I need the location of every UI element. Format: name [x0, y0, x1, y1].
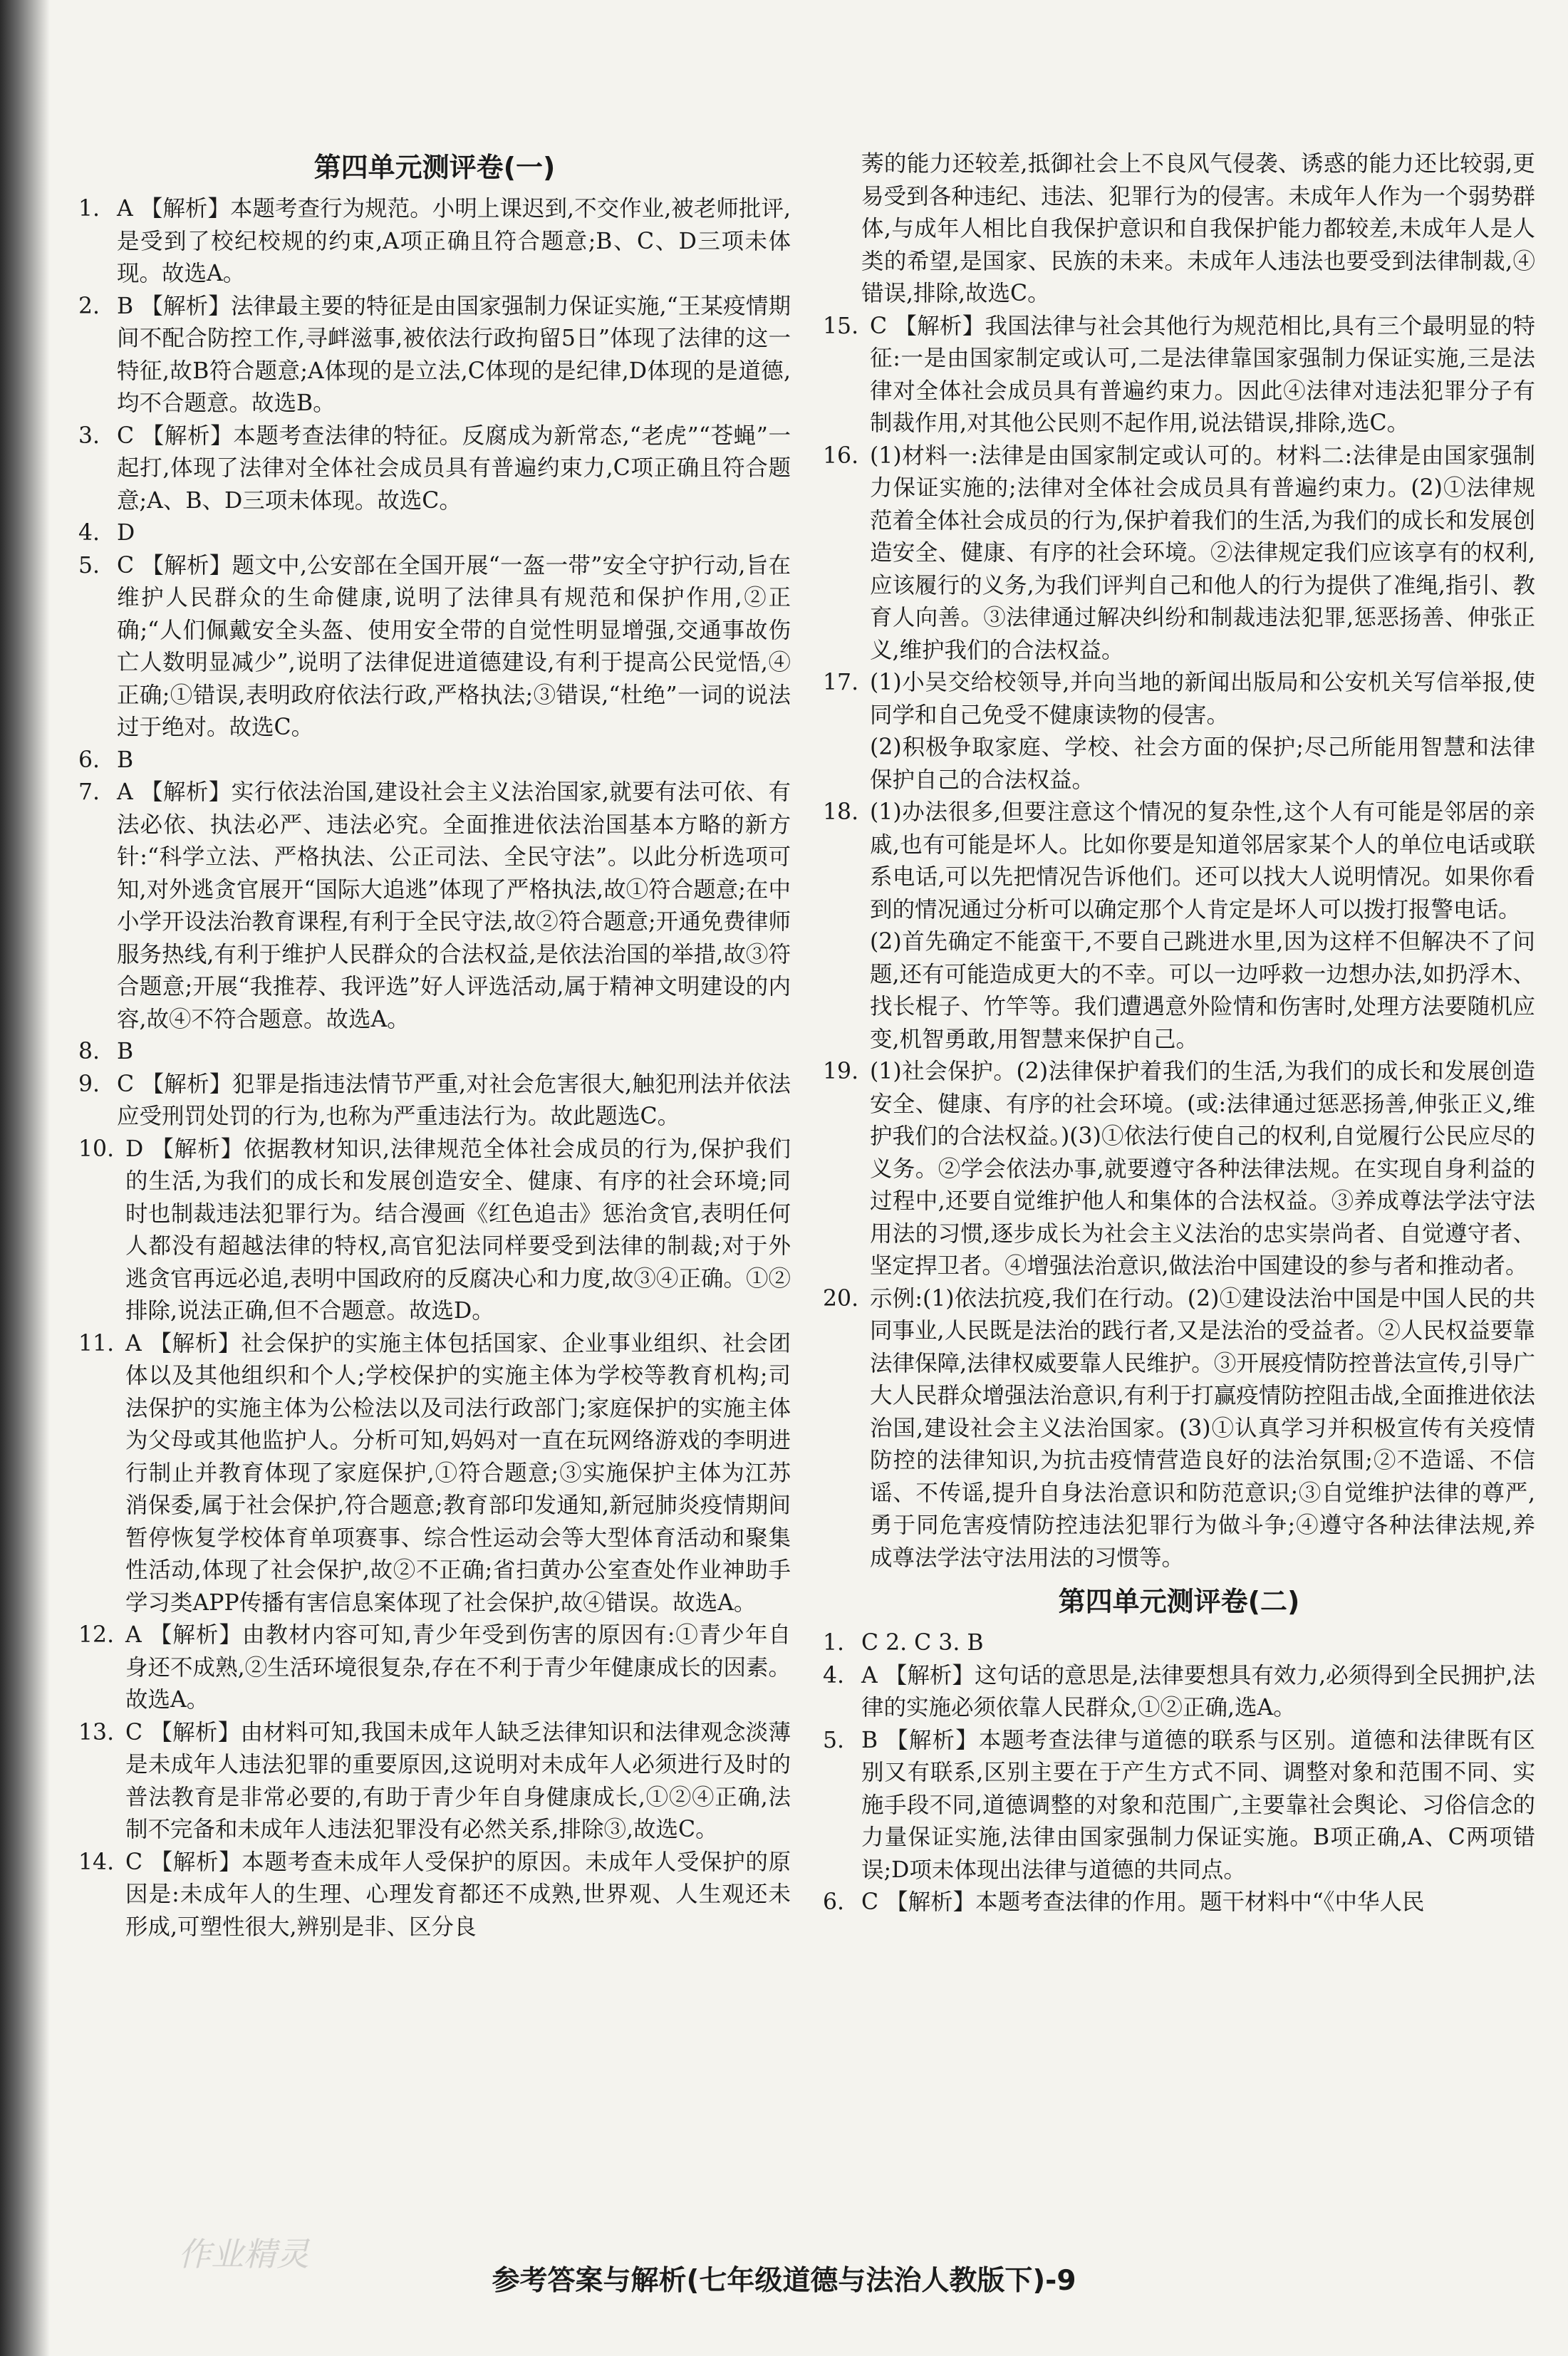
- answer-text: B 【解析】法律最主要的特征是由国家强制力保证实施,“王某疫情期间不配合防控工作,寻衅滋事,被依法行政拘留5日”体现了法律的这一特征,故B符合题意;A体现的是立法,C体现的是纪律,D体现的是道德,均不合题意。故选B。: [117, 293, 791, 416]
- answer-number: 19.: [823, 1059, 859, 1084]
- answer-item: [78, 1847, 791, 1944]
- answer-text: C 2. C 3. B: [861, 1630, 984, 1656]
- answer-text: C 【解析】由材料可知,我国未成年人缺乏法律知识和法律观念淡薄是未成年人违法犯罪的重要原因,这说明对未成年人必须进行及时的普法教育是非常必要的,有助于青少年自身健康成长,①②④正确,法制不完备和未成年人违法犯罪没有必然关系,排除③,故选C。: [125, 1719, 791, 1842]
- answer-number: 6.: [823, 1889, 845, 1915]
- answer-number: 4.: [823, 1662, 845, 1688]
- answer-item: [78, 550, 791, 744]
- answer-text: C 【解析】本题考查未成年人受保护的原因。未成年人受保护的原因是:未成年人的生理、心理发育都还不成熟,世界观、人生观还未形成,可塑性很大,辨别是非、区分良: [125, 1849, 791, 1940]
- answer-item: [78, 1619, 791, 1717]
- answer-number: 18.: [823, 799, 859, 825]
- answer-item: [78, 193, 791, 291]
- answer-text: 示例:(1)依法抗疫,我们在行动。(2)①建设法治中国是中国人民的共同事业,人民既是法治的践行者,又是法治的受益者。②人民权益要靠法律保障,法律权威要靠人民维护。③开展疫情防控普法宣传,引导广大人民群众增强法治意识,有利于打赢疫情防控阻击战,全面推进依法治国,建设社会主义法治国家。(3)①认真学习并积极宣传有关疫情防控的法律知识,为抗击疫情营造良好的法治氛围;②不造谣、不信谣、不传谣,提升自身法治意识和防范意识;③自觉维护法律的尊严,勇于同危害疫情防控违法犯罪行为做斗争;④遵守各种法律法规,养成尊法学法守法用法的习惯等。: [870, 1285, 1535, 1571]
- answer-number: 20.: [823, 1285, 859, 1312]
- answer-text: C 【解析】犯罪是指违法情节严重,对社会危害很大,触犯刑法并依法应受刑罚处罚的行为,也称为严重违法行为。故此题选C。: [117, 1071, 791, 1129]
- answer-item: [823, 1056, 1535, 1283]
- answer-text: B: [117, 747, 134, 773]
- right-answer-list: [823, 311, 1535, 1575]
- answer-number: 15.: [823, 313, 859, 339]
- answer-text: A 【解析】社会保护的实施主体包括国家、企业事业组织、社会团体以及其他组织和个人;学校保护的实施主体为学校等教育机构;司法保护的实施主体为公检法以及司法行政部门;家庭保护的实施主体为父母或其他监护人。分析可知,妈妈对一直在玩网络游戏的李明进行制止并教育体现了家庭保护,①符合题意;③实施保护主体为江苏消保委,属于社会保护,符合题意;教育部印发通知,新冠肺炎疫情期间暂停恢复学校体育单项赛事、综合性运动会等大型体育活动和聚集性活动,体现了社会保护,故②不正确;省扫黄办公室查处作业神助手学习类APP传播有害信息案体现了社会保护,故④错误。故选A。: [125, 1330, 791, 1616]
- answer-item: [78, 777, 791, 1036]
- answer-item: [823, 667, 1535, 796]
- answer-text: B: [117, 1039, 134, 1064]
- answer-text: D 【解析】依据教材知识,法律规范全体社会成员的行为,保护我们的生活,为我们的成长和发展创造安全、健康、有序的社会环境;同时也制裁违法犯罪行为。结合漫画《红色追击》惩治贪官,表明任何人都没有超越法律的特权,高官犯法同样要受到法律的制裁;对于外逃贪官再远必追,表明中国政府的反腐决心和力度,故③④正确。①②排除,说法正确,但不合题意。故选D。: [125, 1136, 791, 1324]
- answer-item: [78, 1133, 791, 1328]
- section-title-unit4-test1: 第四单元测评卷(一): [313, 152, 556, 183]
- left-answer-list: [78, 193, 791, 1944]
- answer-number: 7.: [78, 779, 100, 805]
- page-edge-shadow: [0, 0, 50, 2356]
- left-column: [78, 146, 791, 1944]
- answer-text: A 【解析】实行依法治国,建设社会主义法治国家,就要有法可依、有法必依、执法必严、违法必究。全面推进依法治国基本方略的新方针:“科学立法、严格执法、公正司法、全民守法”。以此分析选项可知,对外逃贪官展开“国际大追逃”体现了严格执法,故①符合题意;在中小学开设法治教育课程,有利于全民守法,故②符合题意;开通免费律师服务热线,有利于维护人民群众的合法权益,是依法治国的举措,故③符合题意;开展“我推荐、我评选”好人评选活动,属于精神文明建设的内容,故④不符合题意。故选A。: [117, 779, 791, 1032]
- answer-item: [78, 1069, 791, 1133]
- answer-number: 8.: [78, 1039, 100, 1064]
- answer-number: 3.: [78, 422, 100, 449]
- answer-text: D: [117, 520, 135, 546]
- answer-text-extra: (2)积极争取家庭、学校、社会方面的保护;尽己所能用智慧和法律保护自己的合法权益。: [870, 735, 1535, 793]
- right-column: [823, 148, 1535, 1919]
- answer-item: [78, 744, 791, 777]
- answer-item: [78, 1328, 791, 1620]
- answer-text: (1)材料一:法律是由国家制定或认可的。材料二:法律是由国家强制力保证实施的;法律对全体社会成员具有普遍约束力。(2)①法律规范着全体社会成员的行为,保护着我们的生活,为我们的成长和发展创造安全、健康、有序的社会环境。②法律规定我们应该享有的权利,应该履行的义务,为我们评判自己和他人的行为提供了准绳,指引、教育人向善。③法律通过解决纠纷和制裁违法犯罪,惩恶扬善、伸张正义,维护我们的合法权益。: [870, 442, 1535, 663]
- right-answer-list-2: [823, 1627, 1535, 1919]
- answer-text: A 【解析】这句话的意思是,法律要想具有效力,必须得到全民拥护,法律的实施必须依靠人民群众,①②正确,选A。: [861, 1662, 1535, 1721]
- answer-item: [78, 517, 791, 550]
- answer-item: [78, 1036, 791, 1069]
- answer-text: C 【解析】我国法律与社会其他行为规范相比,具有三个最明显的特征:一是由国家制定或认可,二是法律靠国家强制力保证实施,三是法律对全体社会成员具有普遍约束力。因此④法律对违法犯罪分子有制裁作用,对其他公民则不起作用,说法错误,排除,选C。: [870, 313, 1535, 436]
- answer-number: 16.: [823, 442, 859, 469]
- watermark: 作业精灵: [178, 2235, 309, 2273]
- answer-item: [823, 1887, 1535, 1919]
- answer-number: 14.: [78, 1849, 115, 1875]
- answer-text: C 【解析】本题考查法律的特征。反腐成为新常态,“老虎”“苍蝇”一起打,体现了法律对全体社会成员具有普遍约束力,C项正确且符合题意;A、B、D三项未体现。故选C。: [117, 422, 791, 514]
- answer-number: 4.: [78, 520, 100, 546]
- answer-text: B 【解析】本题考查法律与道德的联系与区别。道德和法律既有区别又有联系,区别主要在于产生方式不同、调整对象和范围不同、实施手段不同,道德调整的对象和范围广,主要靠社会舆论、习俗信念的力量保证实施,法律由国家强制力保证实施。B项正确,A、C两项错误;D项未体现出法律与道德的共同点。: [861, 1727, 1535, 1883]
- answer-number: 12.: [78, 1622, 115, 1648]
- section-title-unit4-test2: 第四单元测评卷(二): [1058, 1586, 1300, 1617]
- answer-item: [78, 420, 791, 518]
- answer-text: (1)办法很多,但要注意这个情况的复杂性,这个人有可能是邻居的亲戚,也有可能是坏人。比如你要是知道邻居家某个人的单位电话或联系电话,可以先把情况告诉他们。还可以找大人说明情况。如果你看到的情况通过分析可以确定那个人肯定是坏人可以拨打报警电话。: [870, 799, 1535, 923]
- answer-number: 9.: [78, 1071, 100, 1097]
- answer-item: [823, 1725, 1535, 1887]
- page-footer: 参考答案与解析(七年级道德与法治人教版下)-9: [492, 2265, 1076, 2297]
- answer-number: 5.: [78, 552, 100, 578]
- answer-item: [823, 1660, 1535, 1725]
- answer-item: [823, 796, 1535, 1056]
- answer-item: [78, 1717, 791, 1847]
- answer-text: A 【解析】本题考查行为规范。小明上课迟到,不交作业,被老师批评,是受到了校纪校规的约束,A项正确且符合题意;B、C、D三项未体现。故选A。: [117, 196, 791, 286]
- answer-item: [823, 1283, 1535, 1575]
- answer-number: 1.: [78, 196, 100, 222]
- answer-item: [823, 311, 1535, 440]
- continued-answer-14: 莠的能力还较差,抵御社会上不良风气侵袭、诱惑的能力还比较弱,更易受到各种违纪、违法、犯罪行为的侵害。未成年人作为一个弱势群体,与成年人相比自我保护意识和自我保护能力都较差,未成年人是人类的希望,是国家、民族的未来。未成年人违法也要受到法律制裁,④错误,排除,故选C。: [861, 151, 1535, 306]
- answer-text: (1)小吴交给校领导,并向当地的新闻出版局和公安机关写信举报,使同学和自己免受不健康读物的侵害。: [870, 670, 1535, 728]
- answer-text: A 【解析】由教材内容可知,青少年受到伤害的原因有:①青少年自身还不成熟,②生活环境很复杂,存在不利于青少年健康成长的因素。故选A。: [125, 1622, 791, 1713]
- answer-number: 6.: [78, 747, 100, 773]
- answer-number: 13.: [78, 1719, 115, 1745]
- answer-number: 5.: [823, 1727, 845, 1753]
- answer-item: [823, 440, 1535, 668]
- answer-item: [78, 291, 791, 420]
- answer-number: 1.: [823, 1630, 845, 1656]
- answer-text-extra: (2)首先确定不能蛮干,不要自己跳进水里,因为这样不但解决不了问题,还有可能造成更大的不幸。可以一边呼救一边想办法,如扔浮木、找长棍子、竹竿等。我们遭遇意外险情和伤害时,处理方法要随机应变,机智勇敢,用智慧来保护自己。: [870, 929, 1535, 1052]
- answer-item: [823, 1627, 1535, 1660]
- answer-number: 11.: [78, 1330, 115, 1356]
- answer-number: 17.: [823, 670, 859, 695]
- answer-text: C 【解析】题文中,公安部在全国开展“一盔一带”安全守护行动,旨在维护人民群众的生命健康,说明了法律具有规范和保护作用,②正确;“人们佩戴安全头盔、使用安全带的自觉性明显增强,交通事故伤亡人数明显减少”,说明了法律促进道德建设,有利于提高公民觉悟,④正确;①错误,表明政府依法行政,严格执法;③错误,“杜绝”一词的说法过于绝对。故选C。: [117, 552, 791, 740]
- answer-text: C 【解析】本题考查法律的作用。题干材料中“《中华人民: [861, 1889, 1425, 1915]
- answer-number: 10.: [78, 1136, 115, 1162]
- answer-number: 2.: [78, 293, 100, 319]
- answer-text: (1)社会保护。(2)法律保护着我们的生活,为我们的成长和发展创造安全、健康、有序的社会环境。(或:法律通过惩恶扬善,伸张正义,维护我们的合法权益。)(3)①依法行使自己的权利,自觉履行公民应尽的义务。②学会依法办事,就要遵守各种法律法规。在实现自身利益的过程中,还要自觉维护他人和集体的合法权益。③养成尊法学法守法用法的习惯,逐步成长为社会主义法治的忠实崇尚者、自觉遵守者、坚定捍卫者。④增强法治意识,做法治中国建设的参与者和推动者。: [870, 1059, 1535, 1279]
